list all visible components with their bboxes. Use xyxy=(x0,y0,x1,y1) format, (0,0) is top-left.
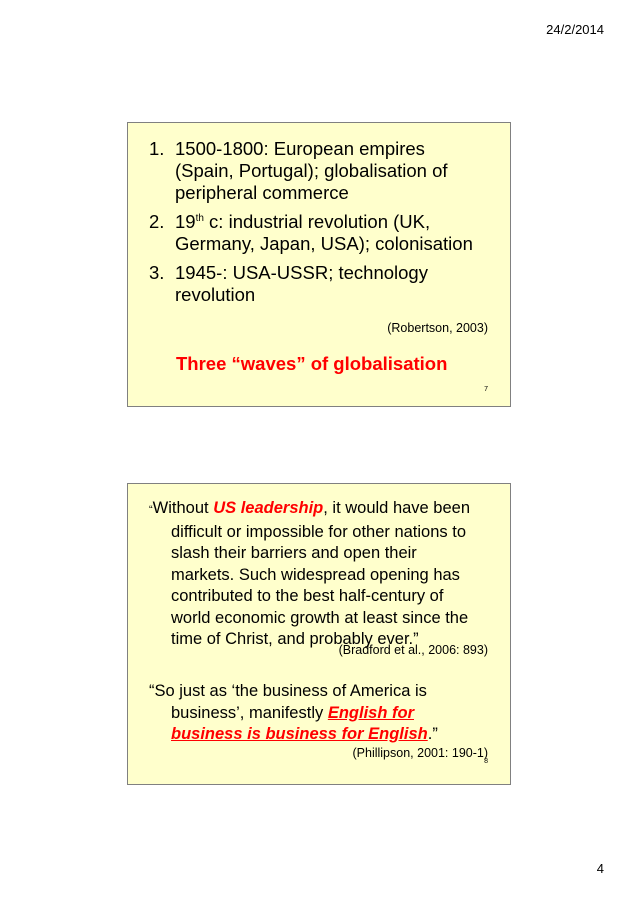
waves-list xyxy=(149,138,504,313)
quote-line: slash their barriers and open their xyxy=(171,544,417,562)
slide-8 xyxy=(127,483,511,785)
item-number: 2. xyxy=(149,211,165,232)
quote-line: “So just as ‘the business of America is xyxy=(149,682,427,700)
list-item xyxy=(149,211,504,255)
slide-7 xyxy=(127,122,511,407)
quote-line: markets. Such widespread opening has xyxy=(171,565,460,584)
slide-number: 8 xyxy=(484,758,488,765)
item-line: peripheral commerce xyxy=(175,182,349,203)
header-date: 24/2/2014 xyxy=(546,22,604,37)
item-line: 1945-: USA-USSR; technology xyxy=(175,262,428,283)
item-line: revolution xyxy=(175,284,256,305)
quote-emphasis: US leadership xyxy=(213,499,324,517)
item-text: 19 xyxy=(175,211,196,232)
list-item xyxy=(149,138,504,204)
quote-line: contributed to the best half-century of xyxy=(171,587,444,605)
item-line: Germany, Japan, USA); colonisation xyxy=(175,233,473,254)
quote-block xyxy=(149,498,507,651)
item-text: c: industrial revolution (UK, xyxy=(203,211,431,232)
quote-emphasis: business is business for English xyxy=(171,725,428,743)
citation: (Robertson, 2003) xyxy=(387,321,488,335)
quote-text: .” xyxy=(427,725,438,743)
quote-line: time of Christ, and probably ever.” xyxy=(171,630,419,648)
item-number: 3. xyxy=(149,262,165,283)
citation: (Bradford et al., 2006: 893) xyxy=(338,643,488,657)
superscript: th xyxy=(195,213,204,224)
quote-emphasis: English for xyxy=(327,703,414,722)
item-number: 1. xyxy=(149,138,165,159)
page-number: 4 xyxy=(596,861,604,876)
item-line: (Spain, Portugal); globalisation of xyxy=(175,160,448,181)
citation: (Phillipson, 2001: 190-1) xyxy=(352,746,488,760)
quote-line: world economic growth at least since the xyxy=(171,608,469,627)
quote-line: difficult or impossible for other nations to xyxy=(171,522,467,541)
item-line: 1500-1800: European empires xyxy=(175,138,425,159)
slide-number: 7 xyxy=(484,386,488,393)
quote-text: , it would have been xyxy=(323,499,471,517)
open-quote: “ xyxy=(149,504,153,516)
list-item xyxy=(149,262,504,306)
quote-text: Without xyxy=(152,499,214,517)
quote-text: business’, manifestly xyxy=(171,703,328,722)
quote-block xyxy=(149,681,507,746)
slide-heading: Three “waves” of globalisation xyxy=(176,353,448,374)
